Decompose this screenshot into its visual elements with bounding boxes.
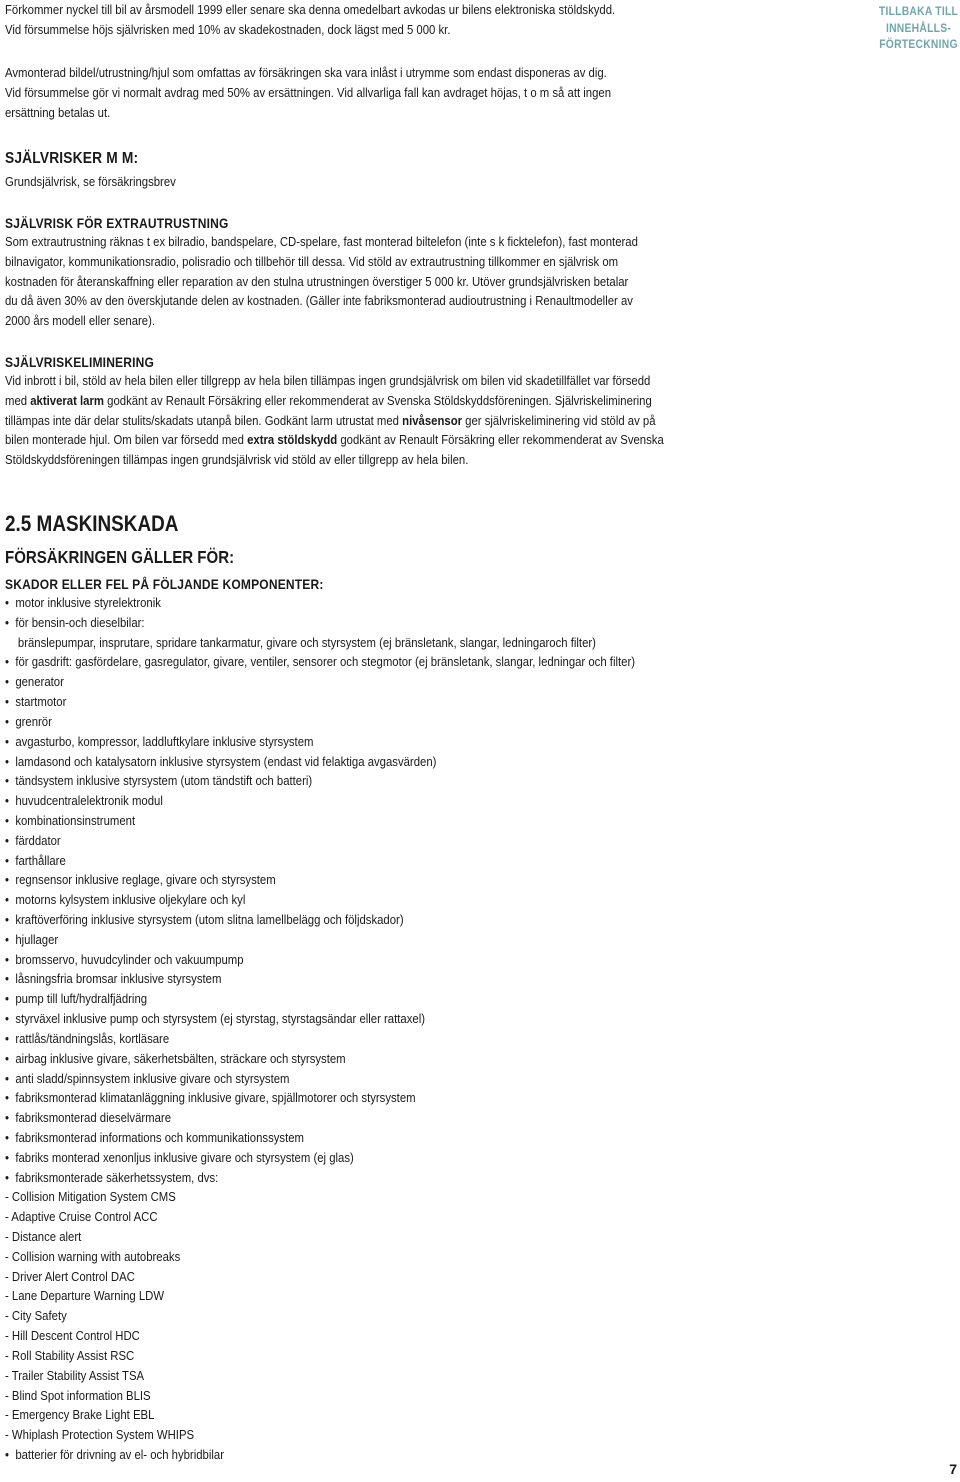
component-text: grenrör <box>15 713 52 729</box>
section-title: 2.5 MASKINSKADA <box>5 511 179 536</box>
component-text: airbag inklusive givare, säkerhetsbälten, sträckare och styrsystem <box>15 1050 346 1066</box>
paragraph-line: Vid inbrott i bil, stöld av hela bilen eller tillgrepp av hela bilen tillämpas ingen grundsjälvrisk om bilen vid skadetillfället var försedd <box>5 373 651 388</box>
component-item <box>5 633 635 653</box>
paragraph-line: kostnaden för återanskaffning eller reparation av den stulna utrustningen överstiger 5 000 kr. Utöver grundsjälvrisken betalar <box>5 273 629 289</box>
component-text: - Trailer Stability Assist TSA <box>5 1367 145 1383</box>
paragraph-line <box>5 391 664 411</box>
component-item <box>5 652 635 672</box>
component-text: huvudcentralelektronik modul <box>15 793 163 809</box>
safety-system-item <box>5 1386 635 1406</box>
component-text: - Emergency Brake Light EBL <box>5 1407 155 1423</box>
component-item <box>5 732 635 752</box>
component-text: fabriksmonterad dieselvärmare <box>15 1110 172 1126</box>
removed-parts-paragraph <box>5 63 611 122</box>
intro-paragraph <box>5 0 615 40</box>
component-text: bränslepumpar, insprutare, spridare tankarmatur, givare och styrsystem (ej bränsletank, slangar, ledningaroch filter) <box>17 634 596 650</box>
component-item <box>5 851 635 871</box>
component-text: styrväxel inklusive pump och styrsystem (ej styrstag, styrstagsändar eller rattaxel) <box>15 1011 426 1027</box>
component-text: motorns kylsystem inklusive oljekylare och kyl <box>15 892 246 908</box>
component-text: regnsensor inklusive reglage, givare och styrsystem <box>15 872 276 888</box>
component-text: - Collision warning with autobreaks <box>5 1248 181 1264</box>
component-text: fabriksmonterad informations och kommunikationssystem <box>15 1129 305 1145</box>
paragraph-line: Vid försummelse gör vi normalt avdrag med 50% av ersättningen. Vid allvarliga fall kan avdraget höjas, t o m så att ingen <box>5 84 612 100</box>
component-text: för gasdrift: gasfördelare, gasregulator, givare, ventiler, sensorer och stegmotor (ej bränsletank, slangar, ledningar och filter) <box>15 654 636 670</box>
component-text: avgasturbo, kompressor, laddluftkylare inklusive styrsystem <box>15 733 314 749</box>
component-text: startmotor <box>15 694 67 710</box>
component-text: - Roll Stability Assist RSC <box>5 1347 135 1363</box>
back-to-toc-link[interactable] <box>879 3 958 53</box>
component-item <box>5 1088 635 1108</box>
component-item <box>5 969 635 989</box>
component-item <box>5 890 635 910</box>
back-link-line-3: FÖRTECKNING <box>879 37 958 51</box>
component-text: - Collision Mitigation System CMS <box>5 1189 176 1205</box>
component-text: bromsservo, huvudcylinder och vakuumpump <box>15 951 244 967</box>
component-text: kraftöverföring inklusive styrsystem (utom slitna lamellbelägg och följdskador) <box>15 912 404 927</box>
safety-system-item <box>5 1405 635 1425</box>
extra-equipment-heading: SJÄLVRISK FÖR EXTRAUTRUSTNING <box>5 215 229 231</box>
component-item <box>5 613 635 633</box>
text-run: tillämpas inte där delar stulits/skadats utanpå bilen. Godkänt larm utrustat med <box>5 412 403 428</box>
back-link-line-1: TILLBAKA TILL <box>878 4 958 18</box>
component-text: lamdasond och katalysatorn inklusive styrsystem (endast vid felaktiga avgasvärden) <box>15 753 437 769</box>
component-text: - Lane Departure Warning LDW <box>5 1288 165 1304</box>
component-item <box>5 1168 635 1188</box>
back-link-line-2: INNEHÅLLS- <box>885 20 951 35</box>
extra-equipment-paragraph <box>5 232 638 331</box>
paragraph-line: Stöldskyddsföreningen tillämpas ingen grundsjälvrisk vid stöld av eller tillgrepp av hela bilen. <box>5 452 469 468</box>
text-run: bilen monterade hjul. Om bilen var försedd med <box>5 432 248 448</box>
component-text: - Whiplash Protection System WHIPS <box>5 1427 195 1443</box>
text-run: godkänt av Renault Försäkring eller rekommenderat av Svenska Stöldskyddsföreningen. Självriskeliminering <box>103 392 652 408</box>
component-text: kombinationsinstrument <box>15 812 136 828</box>
component-text: - Adaptive Cruise Control ACC <box>5 1209 158 1225</box>
paragraph-line: Som extrautrustning räknas t ex bilradio, bandspelare, CD-spelare, fast monterad biltelefon (inte s k ficktelefon), fast monterad <box>5 234 638 249</box>
safety-system-item <box>5 1346 635 1366</box>
component-item <box>5 1029 635 1049</box>
component-item <box>5 989 635 1009</box>
component-item <box>5 1148 635 1168</box>
safety-system-item <box>5 1286 635 1306</box>
safety-system-item <box>5 1227 635 1247</box>
component-text: anti sladd/spinnsystem inklusive givare och styrsystem <box>15 1070 290 1086</box>
components-heading: SKADOR ELLER FEL PÅ FÖLJANDE KOMPONENTER: <box>5 576 324 592</box>
component-text: fabriks monterad xenonljus inklusive givare och styrsystem (ej glas) <box>15 1149 354 1165</box>
safety-system-item <box>5 1326 635 1346</box>
component-text: fabriksmonterade säkerhetssystem, dvs: <box>15 1169 219 1185</box>
paragraph-line <box>5 411 664 431</box>
deductibles-text <box>5 172 176 192</box>
coverage-subtitle: FÖRSÄKRINGEN GÄLLER FÖR: <box>5 547 235 567</box>
emphasis-extra-theft-protection: extra stöldskydd <box>247 432 338 448</box>
text-run: ger självriskeliminering vid stöld av på <box>462 412 656 428</box>
component-item <box>5 1009 635 1029</box>
deductible-elimination-heading: SJÄLVRISKELIMINERING <box>5 354 155 370</box>
intro-line: Vid försummelse höjs självrisken med 10% av skadekostnaden, dock lägst med 5 000 kr. <box>5 21 451 37</box>
component-text: - Hill Descent Control HDC <box>5 1328 140 1344</box>
component-item <box>5 672 635 692</box>
text-run: med <box>5 392 31 408</box>
component-text: - City Safety <box>5 1308 67 1324</box>
intro-line: Förkommer nyckel till bil av årsmodell 1999 eller senare ska denna omedelbart avkodas ur bilens elektroniska stöldskydd. <box>5 2 616 17</box>
safety-system-item <box>5 1247 635 1267</box>
safety-system-item <box>5 1425 635 1445</box>
page-number: 7 <box>949 1461 957 1477</box>
paragraph-line: 2000 års modell eller senare). <box>5 313 156 329</box>
component-text: för bensin-och dieselbilar: <box>15 614 145 630</box>
component-text: pump till luft/hydralfjädring <box>15 991 148 1007</box>
component-text: hjullager <box>15 931 59 947</box>
component-item <box>5 870 635 890</box>
component-item <box>5 1069 635 1089</box>
component-item <box>5 593 635 613</box>
component-text: - Blind Spot information BLIS <box>5 1387 151 1403</box>
component-text: fabriksmonterad klimatanläggning inklusive givare, spjällmotorer och styrsystem <box>15 1090 416 1106</box>
paragraph-line: Avmonterad bildel/utrustning/hjul som omfattas av försäkringen ska vara inlåst i utrymme som endast disponeras av dig. <box>5 65 607 80</box>
component-item <box>5 712 635 732</box>
component-item <box>5 950 635 970</box>
safety-system-item <box>5 1306 635 1326</box>
component-text: motor inklusive styrelektronik <box>15 595 161 610</box>
component-item <box>5 1108 635 1128</box>
component-item <box>5 1049 635 1069</box>
component-item <box>5 791 635 811</box>
emphasis-activated-alarm: aktiverat larm <box>30 392 104 408</box>
component-text: batterier för drivning av el- och hybridbilar <box>15 1446 224 1462</box>
emphasis-level-sensor: nivåsensor <box>402 412 463 428</box>
deductible-elimination-paragraph <box>5 371 664 470</box>
component-text: låsningsfria bromsar inklusive styrsystem <box>15 971 222 987</box>
component-item <box>5 930 635 950</box>
component-text: - Driver Alert Control DAC <box>5 1268 135 1284</box>
component-text: tändsystem inklusive styrsystem (utom tändstift och batteri) <box>15 773 313 789</box>
safety-system-item <box>5 1366 635 1386</box>
component-item <box>5 1445 635 1465</box>
component-item <box>5 1128 635 1148</box>
component-text: - Distance alert <box>5 1229 82 1244</box>
component-item <box>5 910 635 930</box>
component-item <box>5 831 635 851</box>
safety-system-item <box>5 1267 635 1287</box>
safety-system-item <box>5 1207 635 1227</box>
paragraph-line: bilnavigator, kommunikationsradio, polisradio och tillbehör till dessa. Vid stöld av extrautrustning tillkommer en självrisk om <box>5 253 619 269</box>
component-text: rattlås/tändningslås, kortläsare <box>15 1030 170 1046</box>
component-item <box>5 811 635 831</box>
component-text: farthållare <box>15 852 66 868</box>
component-item <box>5 692 635 712</box>
paragraph-line <box>5 430 664 450</box>
paragraph-line: Grundsjälvrisk, se försäkringsbrev <box>5 174 176 189</box>
paragraph-line: du då även 30% av den överskjutande delen av kostnaden. (Gäller inte fabriksmonterad audioutrustning i Renaultmodeller av <box>5 293 633 309</box>
paragraph-line: ersättning betalas ut. <box>5 104 111 120</box>
component-item <box>5 771 635 791</box>
component-text: generator <box>15 674 64 690</box>
component-item <box>5 752 635 772</box>
component-text: färddator <box>15 832 61 848</box>
safety-system-item <box>5 1187 635 1207</box>
text-run: godkänt av Renault Försäkring eller rekommenderat av Svenska <box>337 432 664 448</box>
components-list <box>5 593 635 1465</box>
deductibles-heading: SJÄLVRISKER M M: <box>5 150 139 167</box>
